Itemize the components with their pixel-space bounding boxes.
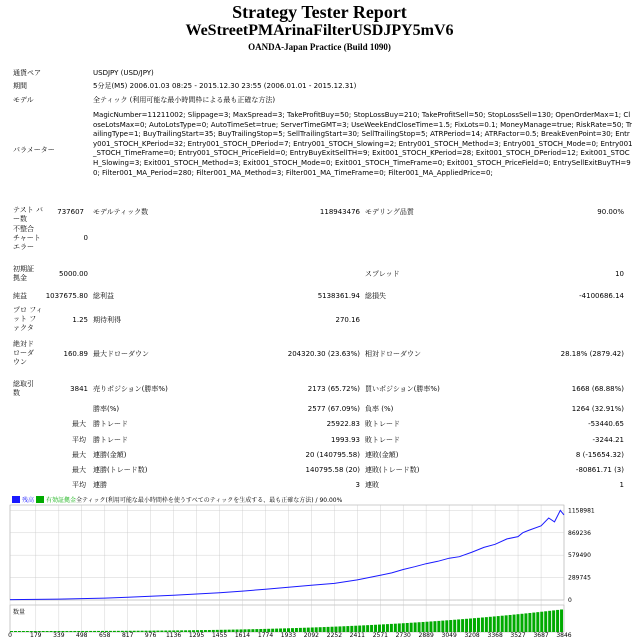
volume-bar — [323, 627, 326, 632]
volume-bar — [358, 626, 361, 632]
volume-bar — [469, 618, 472, 632]
volume-bar — [331, 627, 334, 632]
deposit-value: 5000.00 — [59, 270, 88, 278]
volume-bar — [85, 631, 88, 632]
params-value: MagicNumber=11211002; Slippage=3; MaxSpread=3; TakeProfitBuy=50; StopLossBuy=210; TakeProfitSell=50; StopLossSell=130; OpenOrderMax=1; CloseLotsMax=0; AutoLotsType=0; AutoTimeSet=true; ServerTimeGMT=3; UseWeekEndCloseTime=1.5; FixLots=0.1; MoneyManage=true; RiskRate=50; TrailingType=1; BuyTrailingStart=35; BuyTrailingStop=5; SellTrailingStart=30; SellTrailingStop=5; ATRPeriod=14; ATRFactor=0.5; BreakEvenPoint=30; Entry001_STOCH_KPeriod=32; Entry001_STOCH_DPeriod=7; Entry001_STOCH_Slowing=2; Entry001_STOCH_Method=3; Entry001_STOCH_Mode=0; Entry001_STOCH_TimeFrame=0; Entry001_STOCH_PriceField=0; EntryBuyExitSellTH=9; Exit001_STOCH_KPeriod=28; Exit001_STOCH_DPeriod=12; Exit001_STOCH_Slowing=3; Exit001_STOCH_Method=3; Exit001_STOCH_Mode=0; Exit001_STOCH_TimeFrame=0; Exit001_STOCH_PriceField=0; EntrySellExitBuyTH=90; Filter001_MA_Period=280; Filter001_MA_Method=3; Filter001_MA_TimeFrame=0; Filter001_MA_AppliedPrice=0; — [93, 111, 633, 177]
volume-bar — [287, 628, 290, 632]
volume-bar — [137, 631, 140, 632]
volume-bar — [338, 626, 341, 632]
avg-win-label: 勝トレード — [93, 436, 128, 444]
volume-bar — [133, 631, 136, 632]
volume-bar — [129, 631, 132, 632]
gross-loss-label: 総損失 — [365, 292, 386, 300]
volume-bar — [204, 630, 207, 632]
volume-bar — [46, 631, 49, 632]
volume-bar — [105, 631, 108, 632]
volume-bar — [390, 624, 393, 632]
avg-consec-win-value: 3 — [355, 481, 360, 489]
mismatch-label: 不整合 チャート エラー — [13, 225, 41, 251]
volume-bar — [406, 623, 409, 632]
volume-bar — [216, 630, 219, 632]
max3-label: 最大 — [72, 466, 86, 474]
volume-bar — [461, 619, 464, 632]
volume-bar — [414, 622, 417, 632]
volume-bar — [382, 624, 385, 632]
y-tick-label: 0 — [568, 597, 572, 604]
volume-bar — [552, 610, 555, 632]
volume-bar — [164, 631, 167, 632]
volume-bar — [176, 630, 179, 632]
abs-dd-value: 160.89 — [63, 350, 88, 358]
volume-bar — [212, 630, 215, 632]
volume-bar — [208, 630, 211, 632]
ticks-label: モデルティック数 — [93, 208, 149, 216]
volume-bar — [243, 629, 246, 632]
x-tick-label: 3846 — [556, 632, 572, 639]
volume-bar — [429, 621, 432, 632]
volume-bar — [386, 624, 389, 632]
volume-bar — [445, 620, 448, 632]
volume-bar — [457, 619, 460, 632]
volume-bar — [125, 631, 128, 632]
largest-win-label: 勝トレード — [93, 420, 128, 428]
legend-balance-swatch — [12, 496, 20, 503]
long-label: 買いポジション(勝率%) — [365, 385, 440, 393]
report-title: Strategy Tester Report — [232, 2, 407, 22]
deposit-label: 初期証 拠金 — [13, 265, 34, 282]
volume-bar — [145, 631, 148, 632]
volume-bar — [26, 631, 29, 632]
ticks-value: 118943476 — [319, 208, 360, 216]
period-label: 期間 — [13, 82, 27, 90]
volume-bar — [113, 631, 116, 632]
volume-bar — [180, 630, 183, 632]
broker-name: OANDA-Japan Practice (Build 1090) — [248, 42, 391, 52]
chart-legend — [12, 496, 343, 504]
symbol-label: 通貨ペア — [13, 69, 41, 77]
volume-bar — [544, 611, 547, 632]
x-tick-label: 2411 — [349, 632, 365, 639]
volume-bar — [449, 620, 452, 632]
volume-bar — [247, 629, 250, 632]
volume-bar — [374, 625, 377, 632]
volume-bar — [38, 631, 41, 632]
volume-bar — [279, 628, 282, 632]
volume-bar — [101, 631, 104, 632]
x-tick-label: 2889 — [418, 632, 434, 639]
volume-bar — [232, 630, 235, 632]
period-value: 5分足(M5) 2006.01.03 08:25 - 2015.12.30 23:55 (2006.01.01 - 2015.12.31) — [93, 82, 357, 90]
volume-bar — [291, 628, 294, 632]
volume-bar — [441, 621, 444, 632]
symbol-value: USDJPY (USD/JPY) — [93, 69, 154, 77]
volume-bar — [422, 622, 425, 632]
volume-bar — [437, 621, 440, 632]
volume-bar — [556, 610, 559, 632]
avg-loss-value: -3244.21 — [592, 436, 624, 444]
x-tick-label: 339 — [53, 632, 65, 639]
x-tick-label: 1295 — [188, 632, 205, 639]
spread-value: 10 — [615, 270, 624, 278]
max-label: 最大 — [72, 420, 86, 428]
avg2-label: 平均 — [72, 481, 86, 489]
avg-win-value: 1993.93 — [331, 436, 360, 444]
volume-bar — [366, 625, 369, 632]
x-tick-label: 1455 — [211, 632, 228, 639]
volume-bar — [378, 625, 381, 632]
volume-bar — [73, 631, 76, 632]
volume-bar — [342, 626, 345, 632]
model-label: モデル — [13, 96, 34, 104]
largest-loss-value: -53440.65 — [588, 420, 624, 428]
volume-bar — [540, 612, 543, 632]
volume-bar — [109, 631, 112, 632]
volume-bar — [319, 627, 322, 632]
volume-bar — [271, 629, 274, 632]
trades-value: 3841 — [70, 385, 88, 393]
consec-win-money-value: 20 (140795.58) — [305, 451, 360, 459]
volume-bar — [453, 620, 456, 632]
volume-bar — [548, 611, 551, 632]
max-dd-label: 最大ドローダウン — [93, 350, 149, 358]
volume-bar — [89, 631, 92, 632]
x-tick-label: 658 — [99, 632, 111, 639]
avg-consec-win-label: 連勝 — [93, 481, 107, 489]
x-tick-label: 1136 — [165, 632, 182, 639]
win-label: 勝率(%) — [93, 405, 120, 413]
volume-bar — [327, 627, 330, 632]
volume-bar — [513, 615, 516, 632]
volume-bar — [14, 631, 17, 632]
volume-bar — [410, 623, 413, 632]
largest-loss-label: 敗トレード — [365, 420, 400, 428]
volume-bar — [156, 631, 159, 632]
volume-bar — [426, 622, 429, 632]
volume-bar — [477, 618, 480, 632]
avg-consec-loss-label: 連敗 — [365, 481, 379, 489]
volume-bar — [501, 616, 504, 632]
model-value: 全ティック (利用可能な最小時間枠による最も正確な方法) — [93, 96, 276, 104]
volume-bar — [394, 624, 397, 632]
volume-bar — [117, 631, 120, 632]
volume-bar — [196, 630, 199, 632]
volume-bar — [299, 628, 302, 632]
volume-bar — [30, 631, 33, 632]
volume-bar — [18, 631, 21, 632]
avg-label: 平均 — [72, 436, 86, 444]
x-tick-label: 3208 — [464, 632, 480, 639]
volume-bar — [354, 626, 357, 632]
x-tick-label: 817 — [121, 632, 134, 639]
volume-bar — [263, 629, 266, 632]
volume-bar — [497, 616, 500, 632]
legend-equity-label: 有効証拠金 — [46, 497, 77, 504]
volume-bar — [517, 614, 520, 632]
report-subtitle: WeStreetPMArinaFilterUSDJPY5mV6 — [185, 22, 454, 39]
volume-bar — [275, 629, 278, 632]
x-tick-label: 498 — [76, 632, 88, 639]
loss-label: 負率 (%) — [365, 405, 394, 413]
quality-value: 90.00% — [597, 208, 624, 216]
volume-bar — [61, 631, 64, 632]
volume-bar — [402, 623, 405, 632]
gross-profit-value: 5138361.94 — [317, 292, 360, 300]
volume-bar — [315, 627, 318, 632]
volume-bar — [346, 626, 349, 632]
volume-bar — [168, 630, 171, 632]
volume-bar — [141, 631, 144, 632]
volume-bar — [362, 625, 365, 632]
volume-bar — [152, 631, 155, 632]
x-tick-label: 2730 — [395, 632, 411, 639]
volume-bar — [54, 631, 57, 632]
volume-bar — [307, 628, 310, 632]
volume-bar — [236, 630, 239, 632]
mismatch-value: 0 — [83, 234, 88, 242]
volume-bar — [532, 613, 535, 632]
win-value: 2577 (67.09%) — [307, 405, 360, 413]
consec-win-trades-label: 連勝(トレード数) — [93, 466, 148, 474]
volume-bar — [69, 631, 72, 632]
volume-bar — [200, 630, 203, 632]
volume-bar — [93, 631, 96, 632]
plot-frame — [10, 505, 564, 600]
x-tick-label: 2092 — [303, 632, 319, 639]
rel-dd-value: 28.18% (2879.42) — [560, 350, 624, 358]
volume-bar — [228, 630, 231, 632]
volume-bar — [184, 630, 187, 632]
x-tick-label: 976 — [144, 632, 157, 639]
volume-bar — [295, 628, 298, 632]
volume-bar — [465, 619, 468, 632]
x-tick-label: 3049 — [441, 632, 457, 639]
max2-label: 最大 — [72, 451, 86, 459]
x-tick-label: 2252 — [326, 632, 343, 639]
net-value: 1037675.80 — [45, 292, 88, 300]
x-tick-label: 3368 — [487, 632, 503, 639]
volume-bar — [493, 616, 496, 632]
max-dd-value: 204320.30 (23.63%) — [287, 350, 360, 358]
bars-label: テスト バー数 — [13, 206, 43, 223]
rel-dd-label: 相対ドローダウン — [365, 350, 421, 358]
volume-bar — [283, 628, 286, 632]
x-tick-label: 3527 — [510, 632, 526, 639]
x-tick-label: 3687 — [533, 632, 549, 639]
net-label: 純益 — [13, 292, 27, 300]
expected-value: 270.16 — [335, 316, 360, 324]
volume-bar — [536, 612, 539, 632]
short-value: 2173 (65.72%) — [307, 385, 360, 393]
pf-value: 1.25 — [72, 316, 88, 324]
volume-bar — [22, 631, 25, 632]
volume-bar — [259, 629, 262, 632]
volume-bar — [303, 628, 306, 632]
volume-bar — [57, 631, 60, 632]
x-tick-label: 1933 — [280, 632, 297, 639]
volume-bar — [418, 622, 421, 632]
volume-bar — [267, 629, 270, 632]
volume-bar — [224, 630, 227, 632]
volume-bar — [433, 621, 436, 632]
x-tick-label: 1774 — [257, 632, 274, 639]
volume-bar — [172, 630, 175, 632]
consec-loss-trades-value: -80861.71 (3) — [575, 466, 624, 474]
volume-bar — [334, 627, 337, 632]
gross-profit-label: 総利益 — [93, 292, 114, 300]
short-label: 売りポジション(勝率%) — [93, 385, 168, 393]
largest-win-value: 25922.83 — [326, 420, 360, 428]
volume-bar — [489, 617, 492, 632]
volume-bar — [560, 609, 563, 632]
gross-loss-value: -4100686.14 — [579, 292, 624, 300]
volume-label: 数量 — [13, 609, 26, 616]
avg-loss-label: 敗トレード — [365, 436, 400, 444]
volume-bar — [485, 617, 488, 632]
expected-label: 期待利得 — [93, 316, 121, 324]
volume-bar — [350, 626, 353, 632]
y-tick-label: 1158981 — [568, 507, 595, 515]
y-tick-label: 289745 — [568, 574, 591, 582]
volume-bar — [505, 615, 508, 632]
volume-bar — [473, 618, 476, 632]
volume-bar — [65, 631, 68, 632]
volume-bar — [524, 613, 527, 632]
volume-bar — [149, 631, 152, 632]
volume-bar — [188, 630, 191, 632]
volume-bar — [42, 631, 45, 632]
y-tick-label: 579490 — [568, 552, 591, 560]
volume-bar — [481, 617, 484, 632]
volume-bar — [81, 631, 84, 632]
volume-bar — [121, 631, 124, 632]
volume-bar — [10, 631, 13, 632]
volume-bar — [77, 631, 80, 632]
long-value: 1668 (68.88%) — [571, 385, 624, 393]
volume-bar — [311, 627, 314, 632]
volume-bar — [520, 614, 523, 632]
volume-bar — [528, 613, 531, 632]
volume-bar — [97, 631, 100, 632]
volume-bar — [220, 630, 223, 632]
spread-label: スプレッド — [365, 270, 400, 278]
legend-note: 全ティック(利用可能な最小時間枠を使うすべてのティックを生成する、最も正確な方法) / 90.00% — [76, 497, 343, 504]
consec-loss-money-value: 8 (-15654.32) — [575, 451, 624, 459]
volume-bar — [509, 615, 512, 632]
x-tick-label: 2571 — [372, 632, 388, 639]
quality-label: モデリング品質 — [365, 208, 414, 216]
params-label: パラメーター — [13, 146, 55, 154]
x-tick-label: 1614 — [234, 632, 251, 639]
balance-chart — [10, 495, 629, 638]
consec-win-money-label: 連勝(金額) — [93, 451, 127, 459]
y-tick-label: 869236 — [568, 529, 591, 537]
volume-bar — [251, 629, 254, 632]
x-tick-label: 179 — [30, 632, 42, 639]
avg-consec-loss-value: 1 — [619, 481, 624, 489]
loss-value: 1264 (32.91%) — [571, 405, 624, 413]
bars-value: 737607 — [57, 208, 84, 216]
legend-equity-swatch — [36, 496, 44, 503]
volume-bar — [240, 629, 243, 632]
abs-dd-label: 絶対ド ローダ ウン — [13, 340, 34, 366]
volume-bar — [192, 630, 195, 632]
x-tick-label: 0 — [8, 632, 12, 639]
volume-bar — [50, 631, 53, 632]
consec-loss-money-label: 連敗(金額) — [365, 451, 399, 459]
volume-bar — [370, 625, 373, 632]
pf-label: プロ フィット ファクタ — [13, 306, 43, 332]
volume-bar — [160, 631, 163, 632]
consec-loss-trades-label: 連敗(トレード数) — [365, 466, 420, 474]
legend-balance-label: 残高 — [22, 497, 35, 504]
volume-bar — [398, 623, 401, 632]
trades-label: 総取引 数 — [13, 380, 34, 397]
volume-bar — [255, 629, 258, 632]
consec-win-trades-value: 140795.58 (20) — [305, 466, 360, 474]
volume-bar — [34, 631, 37, 632]
